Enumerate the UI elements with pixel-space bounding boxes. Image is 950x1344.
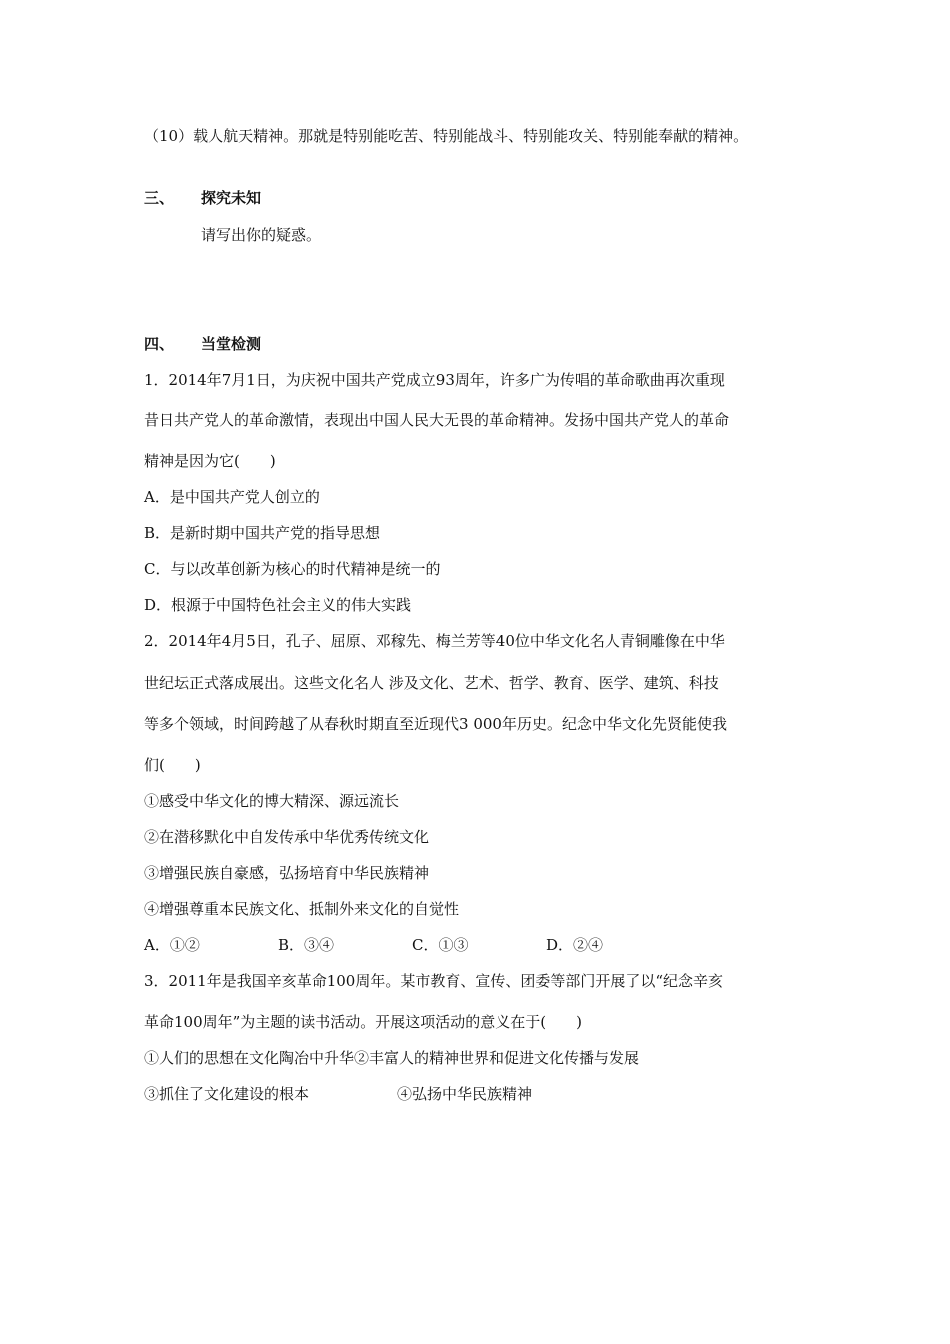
section-3-number: 三、 xyxy=(144,189,175,207)
q2-choice-b: B．③④ xyxy=(278,936,335,954)
q2-statement-4: ④增强尊重本民族文化、抵制外来文化的自觉性 xyxy=(144,900,460,918)
q3-statement-4: ④弘扬中华民族精神 xyxy=(397,1085,533,1103)
q2-line: 2．2014年4月5日，孔子、屈原、邓稼先、梅兰芳等40位中华文化名人青铜雕像在中华 xyxy=(144,632,725,650)
q3-line: 3．2011年是我国辛亥革命100周年。某市教育、宣传、团委等部门开展了以“纪念辛亥 xyxy=(144,972,724,990)
q1-option-d: D．根源于中国特色社会主义的伟大实践 xyxy=(144,596,412,614)
item-10-text: （10）载人航天精神。那就是特别能吃苦、特别能战斗、特别能攻关、特别能奉献的精神。 xyxy=(144,127,749,145)
q1-line: 1．2014年7月1日，为庆祝中国共产党成立93周年，许多广为传唱的革命歌曲再次重现 xyxy=(144,371,725,389)
section-3-prompt: 请写出你的疑惑。 xyxy=(201,226,322,244)
q1-option-c: C．与以改革创新为核心的时代精神是统一的 xyxy=(144,560,441,578)
q2-statement-3: ③增强民族自豪感，弘扬培育中华民族精神 xyxy=(144,864,430,882)
q2-statement-2: ②在潜移默化中自发传承中华优秀传统文化 xyxy=(144,828,430,846)
q2-statement-1: ①感受中华文化的博大精深、源远流长 xyxy=(144,792,400,810)
q2-choice-d: D．②④ xyxy=(546,936,604,954)
section-4-number: 四、 xyxy=(144,335,175,353)
section-3-title: 探究未知 xyxy=(201,189,262,207)
section-4-title: 当堂检测 xyxy=(201,335,262,353)
q2-choices xyxy=(144,935,603,955)
section-3-heading xyxy=(144,188,261,208)
section-4-heading xyxy=(144,334,261,354)
q1-line: 昔日共产党人的革命激情，表现出中国人民大无畏的革命精神。发扬中国共产党人的革命 xyxy=(144,411,730,429)
q2-choice-a: A．①② xyxy=(144,936,200,954)
q3-statements-row-1: ①人们的思想在文化陶冶中升华②丰富人的精神世界和促进文化传播与发展 xyxy=(144,1049,640,1067)
q1-line: 精神是因为它( ) xyxy=(144,452,276,470)
q3-statements-row-2 xyxy=(144,1084,532,1104)
q2-line: 们( ) xyxy=(144,756,201,774)
q1-option-b: B．是新时期中国共产党的指导思想 xyxy=(144,524,381,542)
q1-option-a: A．是中国共产党人创立的 xyxy=(144,488,320,506)
q2-line: 世纪坛正式落成展出。这些文化名人 涉及文化、艺术、哲学、教育、医学、建筑、科技 xyxy=(144,674,719,692)
q2-line: 等多个领域，时间跨越了从春秋时期直至近现代3 000年历史。纪念中华文化先贤能使我 xyxy=(144,715,727,733)
q3-line: 革命100周年”为主题的读书活动。开展这项活动的意义在于( ) xyxy=(144,1013,583,1031)
q2-choice-c: C．①③ xyxy=(412,936,469,954)
q3-statement-3: ③抓住了文化建设的根本 xyxy=(144,1085,310,1103)
